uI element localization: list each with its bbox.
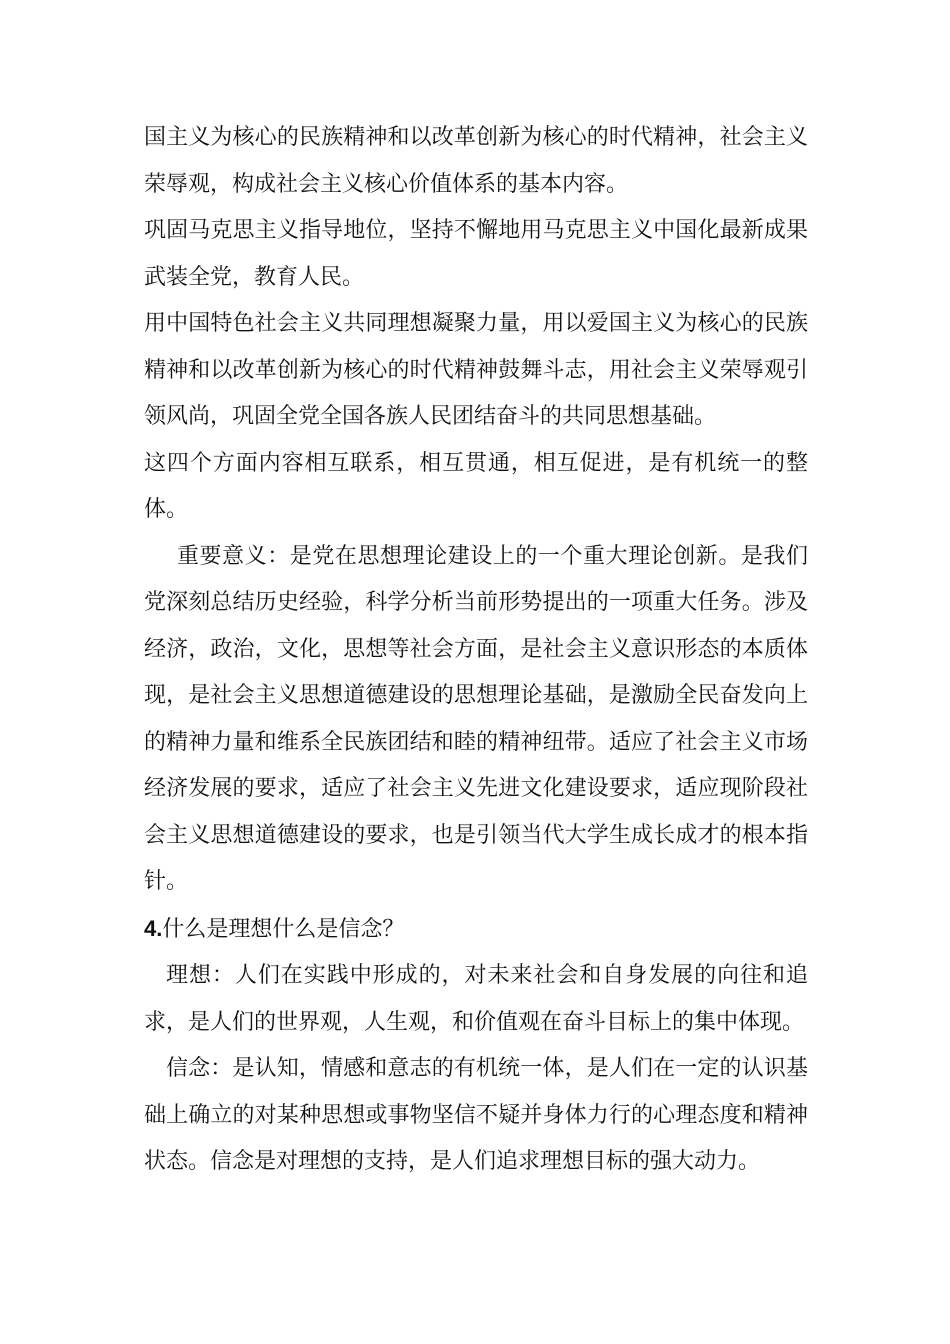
question-number: 4. [144, 915, 163, 941]
paragraph-marxism-guidance: 巩固马克思主义指导地位，坚持不懈地用马克思主义中国化最新成果武装全党，教育人民。 [144, 218, 808, 290]
question-text: 什么是理想什么是信念？ [162, 916, 405, 942]
paragraph-common-ideal: 用中国特色社会主义共同理想凝聚力量，用以爱国主义为核心的民族精神和以改革创新为核心的时代精神鼓舞斗志，用社会主义荣辱观引领风尚，巩固全党全国各族人民团结奋斗的共同思想基础。 [144, 311, 808, 429]
paragraph-four-aspects: 这四个方面内容相互联系，相互贯通，相互促进，是有机统一的整体。 [144, 450, 808, 522]
document-body [144, 115, 808, 1186]
question-heading [144, 906, 808, 954]
answer-ideal: 理想：人们在实践中形成的，对未来社会和自身发展的向往和追求，是人们的世界观，人生观，和价值观在奋斗目标上的集中体现。 [144, 963, 808, 1035]
answer-belief: 信念：是认知，情感和意志的有机统一体，是人们在一定的认识基础上确立的对某种思想或事物坚信不疑并身体力行的心理态度和精神状态。信念是对理想的支持，是人们追求理想目标的强大动力。 [144, 1056, 808, 1174]
paragraph-significance: 重要意义：是党在思想理论建设上的一个重大理论创新。是我们党深刻总结历史经验，科学分析当前形势提出的一项重大任务。涉及经济，政治，文化，思想等社会方面，是社会主义意识形态的本质体现，是社会主义思想道德建设的思想理论基础，是激励全民奋发向上的精神力量和维系全民族团结和睦的精神纽带。适应了社会主义市场经济发展的要求，适应了社会主义先进文化建设要求，适应现阶段社会主义思想道德建设的要求，也是引领当代大学生成长成才的根本指针。 [144, 543, 808, 894]
paragraph-core-values-content: 国主义为核心的民族精神和以改革创新为核心的时代精神，社会主义荣辱观，构成社会主义核心价值体系的基本内容。 [144, 125, 808, 197]
